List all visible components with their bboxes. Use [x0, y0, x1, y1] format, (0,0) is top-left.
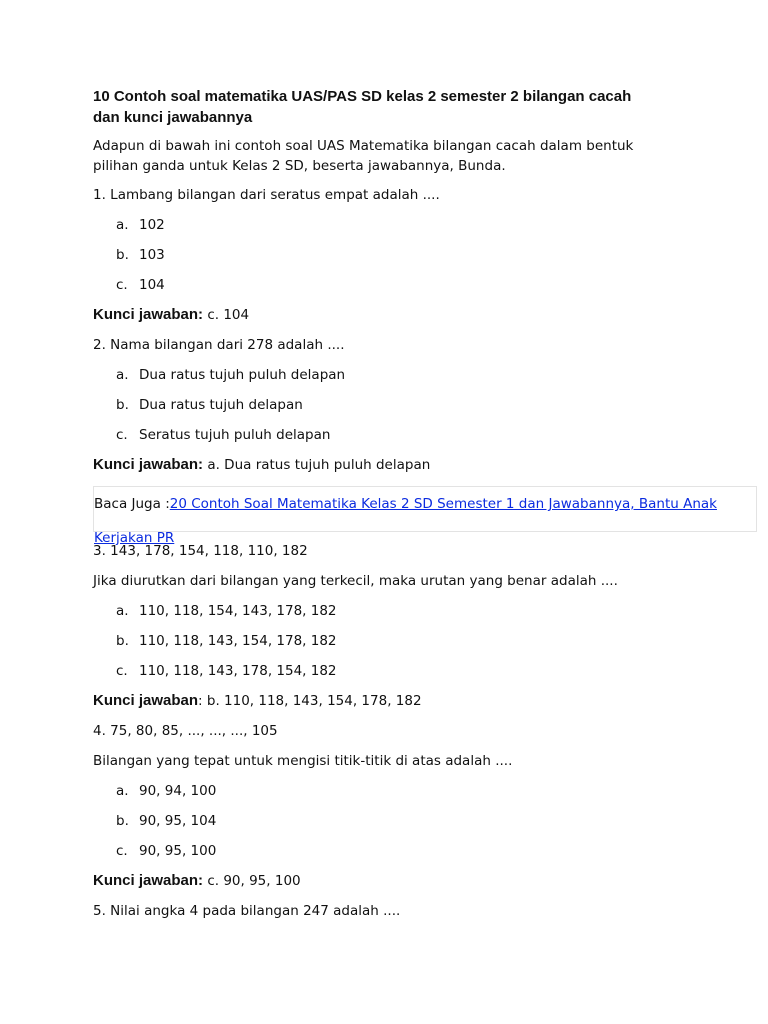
answer-key-label: Kunci jawaban: — [93, 456, 204, 473]
option-text: 110, 118, 154, 143, 178, 182 — [139, 603, 337, 619]
related-article-box — [93, 486, 757, 546]
answer-key-value: a. Dua ratus tujuh puluh delapan — [203, 457, 431, 473]
option-text: Dua ratus tujuh puluh delapan — [139, 367, 346, 383]
answer-key-label: Kunci jawaban: — [93, 306, 204, 323]
question-2-option-c — [93, 424, 693, 454]
question-3-answer-key — [93, 690, 693, 720]
question-2-option-b — [93, 394, 693, 424]
option-letter: b. — [116, 813, 129, 829]
document-title: 10 Contoh soal matematika UAS/PAS SD kelas 2 semester 2 bilangan cacah dan kunci jawabannya — [93, 88, 632, 126]
option-letter: a. — [116, 367, 129, 383]
question-1-option-c — [93, 274, 693, 304]
related-article-prefix: Baca Juga : — [94, 496, 170, 512]
option-letter: a. — [116, 603, 129, 619]
intro-paragraph: Adapun di bawah ini contoh soal UAS Matematika bilangan cacah dalam bentuk pilihan ganda untuk Kelas 2 SD, beserta jawabannya, Bunda. — [93, 138, 634, 174]
option-text: 102 — [139, 217, 165, 233]
question-2-answer-key — [93, 454, 693, 484]
question-1-answer-key — [93, 304, 693, 334]
option-letter: c. — [116, 277, 128, 293]
option-text: 103 — [139, 247, 165, 263]
answer-key-label: Kunci jawaban: — [93, 872, 204, 889]
answer-key-label: Kunci jawaban — [93, 692, 199, 709]
option-letter: a. — [116, 217, 129, 233]
related-article-link[interactable]: 20 Contoh Soal Matematika Kelas 2 SD Semester 1 dan Jawabannya, Bantu Anak Kerjakan PR — [94, 496, 717, 546]
question-1-option-b — [93, 244, 693, 274]
option-text: 90, 95, 100 — [139, 843, 217, 859]
question-1-option-a — [93, 214, 693, 244]
question-3-option-b — [93, 630, 693, 660]
option-letter: b. — [116, 247, 129, 263]
question-4-option-b — [93, 810, 693, 840]
option-letter: b. — [116, 633, 129, 649]
question-3: 3. 143, 178, 154, 118, 110, 182 — [93, 543, 308, 559]
document-body — [93, 86, 717, 930]
option-text: 90, 95, 104 — [139, 813, 217, 829]
option-text: 90, 94, 100 — [139, 783, 217, 799]
answer-key-value: : b. 110, 118, 143, 154, 178, 182 — [198, 693, 422, 709]
question-5: 5. Nilai angka 4 pada bilangan 247 adalah .... — [93, 903, 401, 919]
question-4-option-c — [93, 840, 693, 870]
answer-key-value: c. 90, 95, 100 — [203, 873, 301, 889]
option-text: 110, 118, 143, 178, 154, 182 — [139, 663, 337, 679]
question-3-option-a — [93, 600, 693, 630]
option-letter: c. — [116, 663, 128, 679]
option-letter: b. — [116, 397, 129, 413]
option-letter: c. — [116, 427, 128, 443]
option-text: 104 — [139, 277, 165, 293]
option-text: Seratus tujuh puluh delapan — [139, 427, 331, 443]
option-text: Dua ratus tujuh delapan — [139, 397, 303, 413]
question-4-option-a — [93, 780, 693, 810]
option-letter: c. — [116, 843, 128, 859]
question-4-prompt: Bilangan yang tepat untuk mengisi titik-titik di atas adalah .... — [93, 753, 513, 769]
answer-key-value: c. 104 — [203, 307, 250, 323]
option-text: 110, 118, 143, 154, 178, 182 — [139, 633, 337, 649]
question-2-option-a — [93, 364, 693, 394]
question-2: 2. Nama bilangan dari 278 adalah .... — [93, 337, 345, 353]
question-1: 1. Lambang bilangan dari seratus empat adalah .... — [93, 187, 440, 203]
option-letter: a. — [116, 783, 129, 799]
question-3-prompt: Jika diurutkan dari bilangan yang terkecil, maka urutan yang benar adalah .... — [93, 573, 618, 589]
question-4: 4. 75, 80, 85, ..., ..., ..., 105 — [93, 723, 278, 739]
question-3-option-c — [93, 660, 693, 690]
question-4-answer-key — [93, 870, 693, 900]
